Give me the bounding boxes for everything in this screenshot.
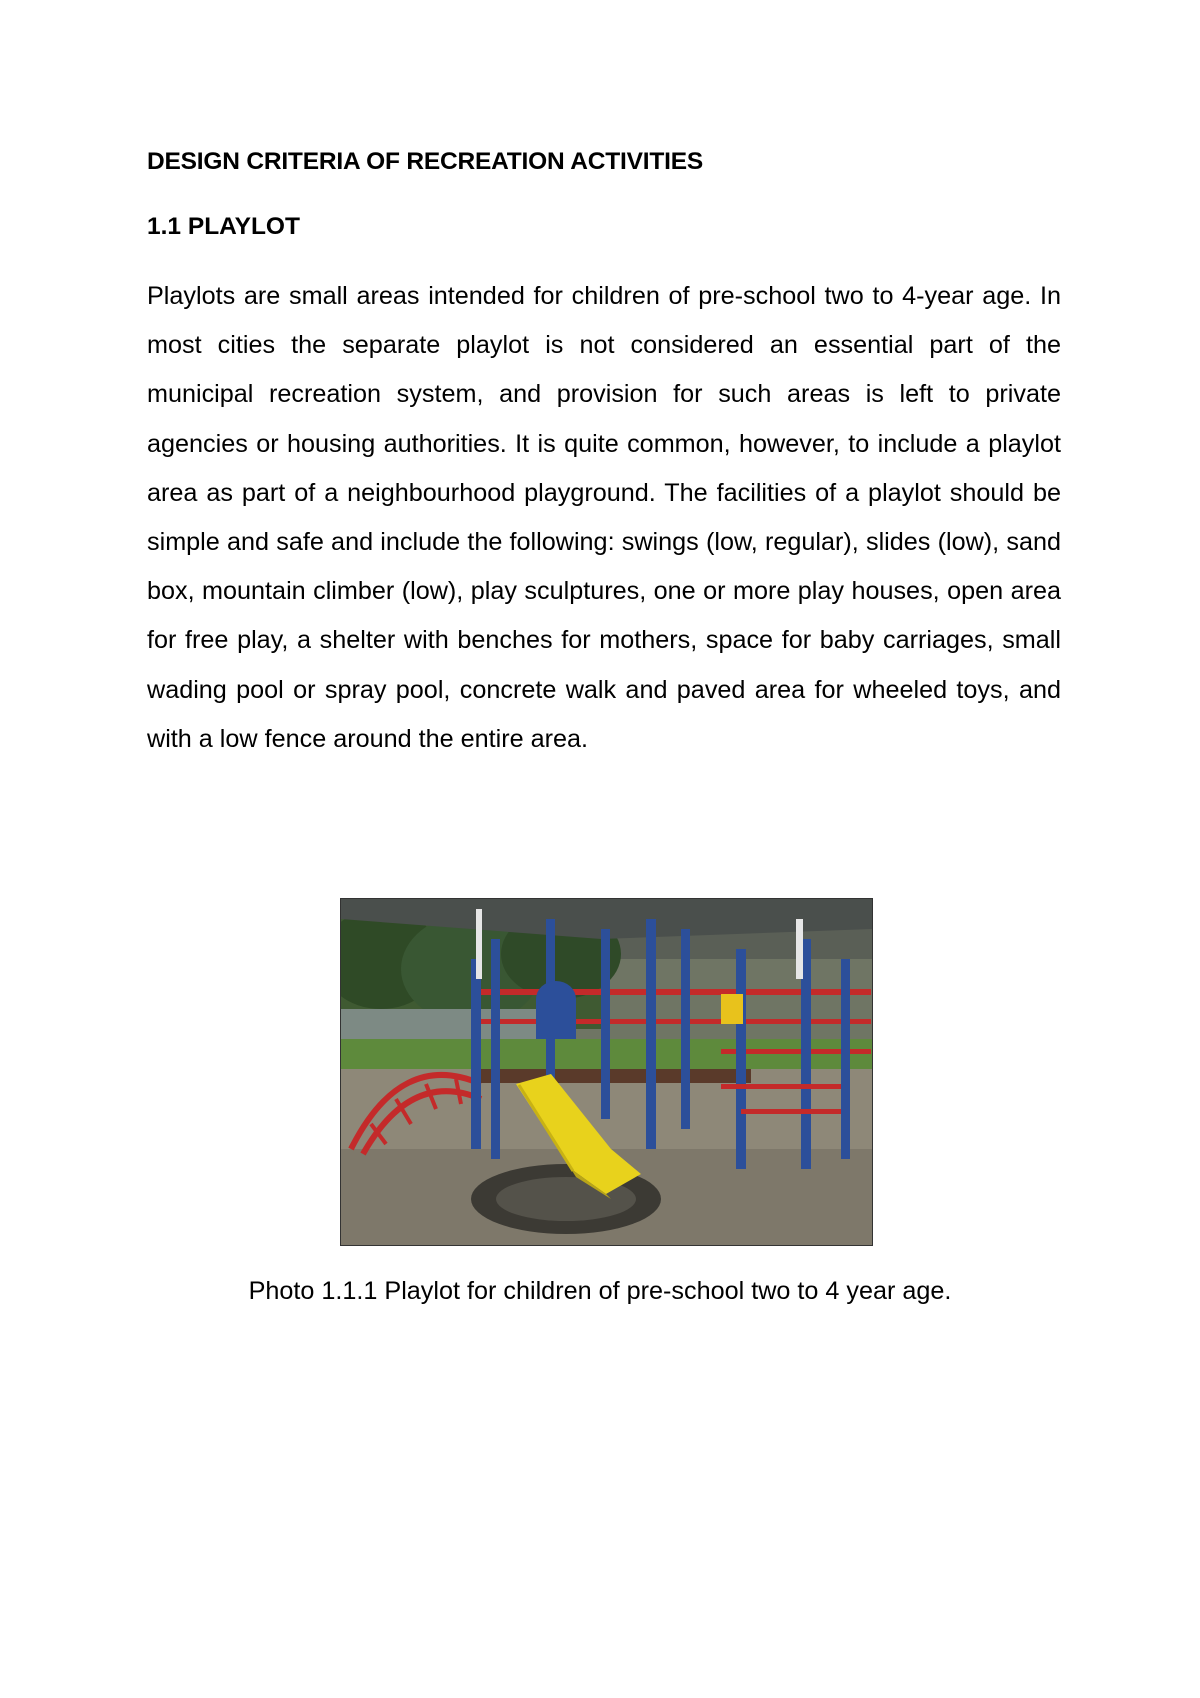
section-heading: 1.1 PLAYLOT [147, 213, 300, 240]
document-title: DESIGN CRITERIA OF RECREATION ACTIVITIES [147, 148, 703, 175]
playlot-photo [340, 898, 873, 1246]
photo-caption: Photo 1.1.1 Playlot for children of pre-school two to 4 year age. [248, 1277, 952, 1305]
body-paragraph: Playlots are small areas intended for children of pre-school two to 4-year age. In most cities the separate playlot is not considered an essential part of the municipal recreation system, and provision for such areas is left to private agencies or housing authorities. It is quite common, however, to include a playlot area as part of a neighbourhood playground. The facilities of a playlot should be simple and safe and include the following: swings (low, regular), slides (low), sand box, mountain climber (low), play sculptures, one or more play houses, open area for free play, a shelter with benches for mothers, space for baby carriages, small wading pool or spray pool, concrete walk and paved area for wheeled toys, and with a low fence around the entire area. [147, 282, 1061, 753]
